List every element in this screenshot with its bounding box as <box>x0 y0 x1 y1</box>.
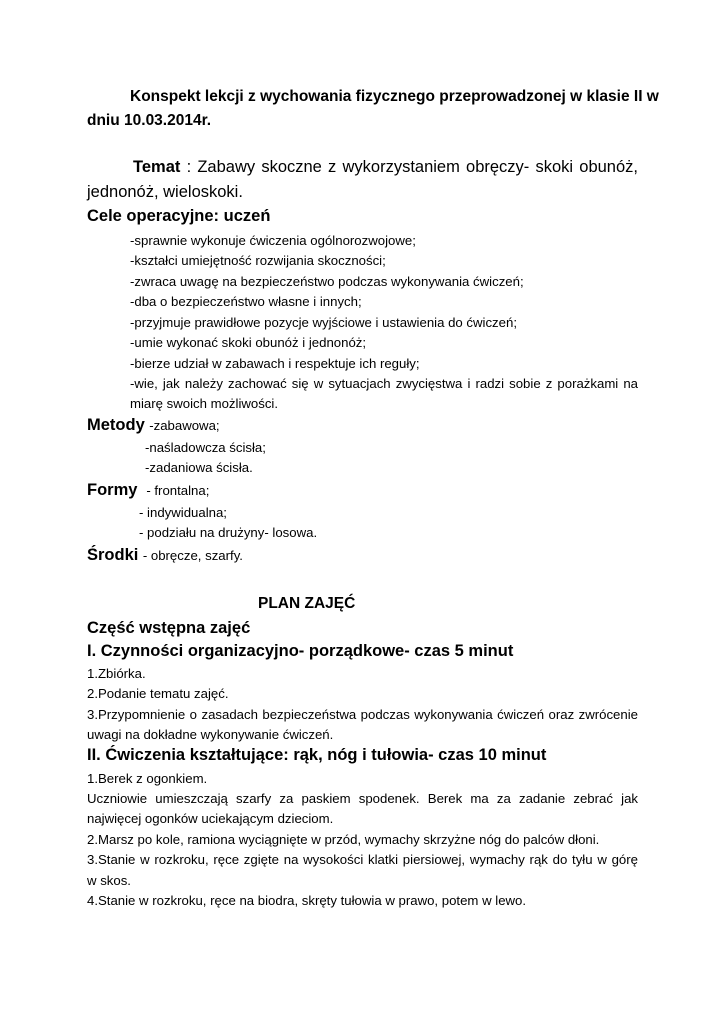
forms-item: - indywidualna; <box>139 505 227 520</box>
goal-item: -sprawnie wykonuje ćwiczenia ogólnorozwojowe; <box>130 233 416 248</box>
topic-text: : Zabawy skoczne z wykorzystaniem obręczy- skoki obunóż, <box>186 158 638 176</box>
section-1-item: 2.Podanie tematu zajęć. <box>87 686 229 701</box>
section-2-item-3-line-1: 3.Stanie w rozkroku, ręce zgięte na wysokości klatki piersiowej, wymachy rąk do tyłu w górę <box>87 852 638 867</box>
plan-title: PLAN ZAJĘĆ <box>258 595 356 612</box>
methods-item: -zadaniowa ścisła. <box>145 460 253 475</box>
section-2-item-1: 1.Berek z ogonkiem. <box>87 771 208 786</box>
header-line-2: dniu 10.03.2014r. <box>87 112 212 129</box>
goal-item: -przyjmuje prawidłowe pozycje wyjściowe i ustawienia do ćwiczeń; <box>130 315 517 330</box>
methods-item: -zabawowa; <box>149 418 220 433</box>
section-2-item-3-line-2: w skos. <box>87 873 131 888</box>
methods-item: -naśladowcza ścisła; <box>145 440 266 455</box>
plan-part-heading: Część wstępna zajęć <box>87 619 251 637</box>
section-1-item-3-line-1: 3.Przypomnienie o zasadach bezpieczeństwa podczas wykonywania ćwiczeń oraz zwrócenie <box>87 707 638 722</box>
section-2-item-4: 4.Stanie w rozkroku, ręce na biodra, skręty tułowia w prawo, potem w lewo. <box>87 893 527 908</box>
goals-heading: Cele operacyjne: uczeń <box>87 207 271 225</box>
goal-item: -bierze udział w zabawach i respektuje ich reguły; <box>130 356 420 371</box>
forms-row <box>87 481 209 500</box>
means-label: Środki <box>87 546 139 564</box>
topic-line-2: jednonóż, wieloskoki. <box>87 183 243 201</box>
goal-item: -dba o bezpieczeństwo własne i innych; <box>130 294 362 309</box>
methods-label: Metody <box>87 416 145 434</box>
header-line-1: Konspekt lekcji z wychowania fizycznego przeprowadzonej w klasie II w <box>130 88 659 105</box>
section-2-item-1-desc-line-1: Uczniowie umieszczają szarfy za paskiem spodenek. Berek ma za zadanie zebrać jak <box>87 791 638 806</box>
section-1-item: 1.Zbiórka. <box>87 666 146 681</box>
section-2-item-2: 2.Marsz po kole, ramiona wyciągnięte w przód, wymachy skrzyżne nóg do palców dłoni. <box>87 832 600 847</box>
means-row <box>87 546 243 565</box>
goal-item-last-line-2: miarę swoich możliwości. <box>130 396 279 411</box>
section-2-item-1-desc-line-2: najwięcej ogonków uciekającym dzieciom. <box>87 811 334 826</box>
section-1-heading: I. Czynności organizacyjno- porządkowe- czas 5 minut <box>87 642 514 660</box>
section-1-item-3-line-2: uwagi na dokładne wykonywanie ćwiczeń. <box>87 727 334 742</box>
means-value: - obręcze, szarfy. <box>142 548 243 563</box>
goal-item: -umie wykonać skoki obunóż i jednonóż; <box>130 335 367 350</box>
goal-item: -kształci umiejętność rozwijania skoczności; <box>130 253 386 268</box>
section-2-heading: II. Ćwiczenia kształtujące: rąk, nóg i tułowia- czas 10 minut <box>87 746 547 764</box>
goal-item-last-line-1: -wie, jak należy zachować się w sytuacjach zwycięstwa i radzi sobie z porażkami na <box>130 376 638 391</box>
topic-line-1 <box>87 158 638 177</box>
forms-item: - podziału na drużyny- losowa. <box>139 525 318 540</box>
forms-label: Formy <box>87 481 138 499</box>
methods-row <box>87 416 220 435</box>
goal-item: -zwraca uwagę na bezpieczeństwo podczas wykonywania ćwiczeń; <box>130 274 524 289</box>
forms-item: - frontalna; <box>146 483 210 498</box>
topic-label: Temat <box>133 158 181 176</box>
